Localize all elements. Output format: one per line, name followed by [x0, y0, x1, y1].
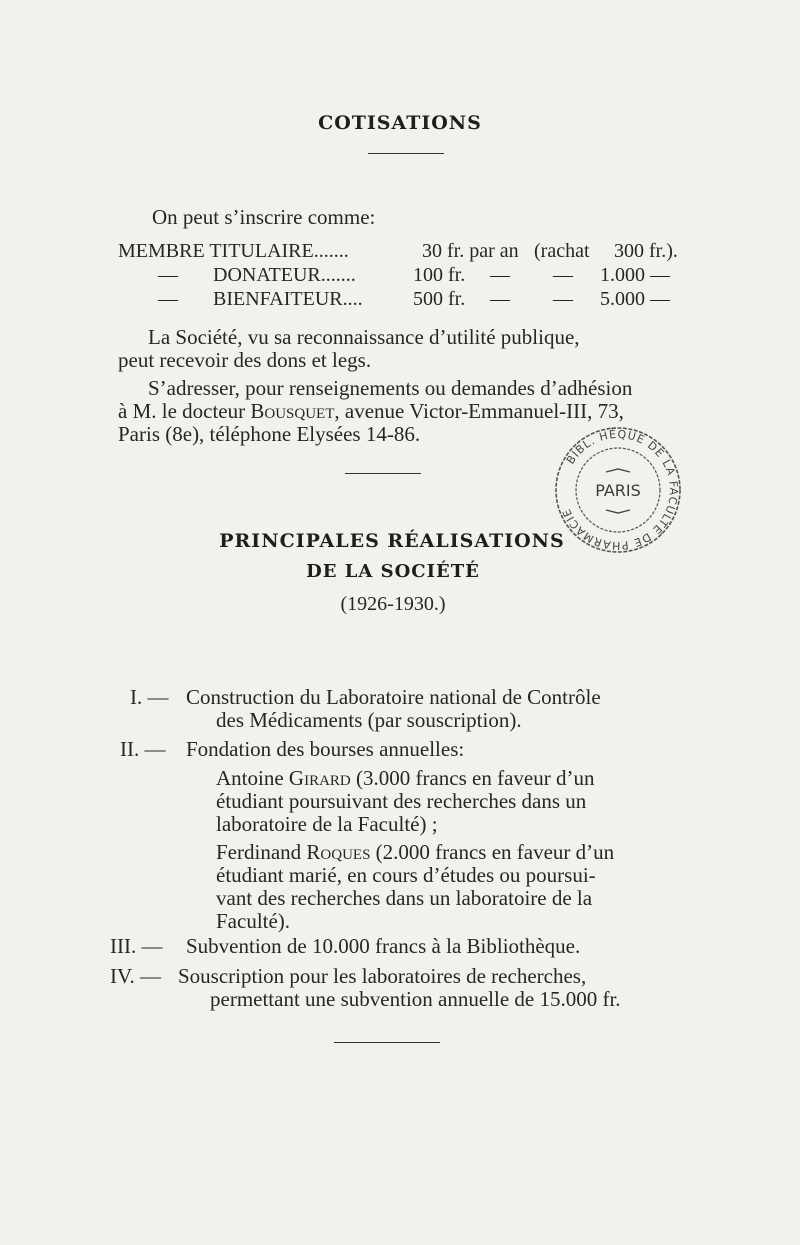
- item-iii-line1: Subvention de 10.000 francs à la Bibliothèque.: [186, 934, 581, 958]
- roques-line2: étudiant marié, en cours d’études ou poursui-: [216, 863, 596, 887]
- girard-line2: étudiant poursuivant des recherches dans un: [216, 789, 587, 813]
- name-bousquet: Bousquet: [250, 399, 335, 423]
- realisations-title-line1: PRINCIPALES RÉALISATIONS: [219, 530, 565, 552]
- item-i-line2: des Médicaments (par souscription).: [216, 708, 522, 732]
- row-bienfaiteur-dash2: —: [553, 288, 573, 310]
- row-bienfaiteur-dash1: —: [490, 288, 510, 310]
- roques-line3: vant des recherches dans un laboratoire de la: [216, 886, 593, 910]
- para2-line3: Paris (8e), téléphone Elysées 14-86.: [118, 422, 421, 446]
- row-donateur-amount: 100 fr.: [413, 264, 466, 286]
- para2-line1: S’adresser, pour renseignements ou demandes d’adhésion: [148, 376, 633, 400]
- row-donateur-dash1: —: [490, 264, 510, 286]
- row-membre-rachat-value: 300 fr.).: [614, 240, 678, 262]
- item-iii-number: III. —: [110, 934, 163, 958]
- row-bienfaiteur-amount: 500 fr.: [413, 288, 466, 310]
- stamp-center-text: PARIS: [595, 481, 641, 500]
- item-i-line1: Construction du Laboratoire national de Contrôle: [186, 685, 601, 709]
- para1-line1: La Société, vu sa reconnaissance d’utilité publique,: [148, 325, 580, 349]
- item-iv-number: IV. —: [110, 964, 161, 988]
- row-bienfaiteur-label: BIENFAITEUR....: [213, 288, 363, 310]
- separator-rule: [334, 1042, 440, 1043]
- girard-line1: Antoine Girard (3.000 francs en faveur d’un: [216, 766, 595, 790]
- row-membre-amount: 30 fr. par an: [422, 240, 519, 262]
- row-donateur-value: 1.000 —: [600, 264, 670, 286]
- realisations-years: (1926-1930.): [340, 593, 446, 615]
- row-membre-label: MEMBRE TITULAIRE.......: [118, 240, 349, 262]
- para1-line2: peut recevoir des dons et legs.: [118, 348, 372, 372]
- item-ii-line1: Fondation des bourses annuelles:: [186, 737, 465, 761]
- row-donateur-dash2: —: [553, 264, 573, 286]
- intro-text: On peut s’inscrire comme:: [152, 205, 376, 229]
- row-donateur-label: DONATEUR.......: [213, 264, 356, 286]
- realisations-title-line2: DE LA SOCIÉTÉ: [306, 561, 480, 582]
- separator-rule: [345, 473, 421, 474]
- row-bienfaiteur-dash: —: [158, 288, 178, 310]
- name-girard: Girard: [288, 766, 351, 790]
- item-i-number: I. —: [130, 685, 169, 709]
- item-iv-line2: permettant une subvention annuelle de 15.000 fr.: [210, 987, 621, 1011]
- row-bienfaiteur-value: 5.000 —: [600, 288, 670, 310]
- roques-line1: Ferdinand Roques (2.000 francs en faveur d’un: [216, 840, 615, 864]
- item-ii-number: II. —: [120, 737, 166, 761]
- para2-line2: à M. le docteur Bousquet, avenue Victor-Emmanuel-III, 73,: [118, 399, 624, 423]
- row-donateur-dash: —: [158, 264, 178, 286]
- girard-line3: laboratoire de la Faculté) ;: [216, 812, 438, 836]
- row-membre-rachat-label: (rachat: [534, 240, 590, 262]
- cotisations-title: COTISATIONS: [318, 112, 482, 134]
- separator-rule: [368, 153, 444, 154]
- item-iv-line1: Souscription pour les laboratoires de recherches,: [178, 964, 587, 988]
- roques-line4: Faculté).: [216, 909, 291, 933]
- svg-text:BIBL. HÈQUE DE LA FACULTÉ DE P: BIBL. HÈQUE DE LA FACULTÉ DE PHARMACIE: [559, 427, 681, 553]
- name-roques: Roques: [306, 840, 371, 864]
